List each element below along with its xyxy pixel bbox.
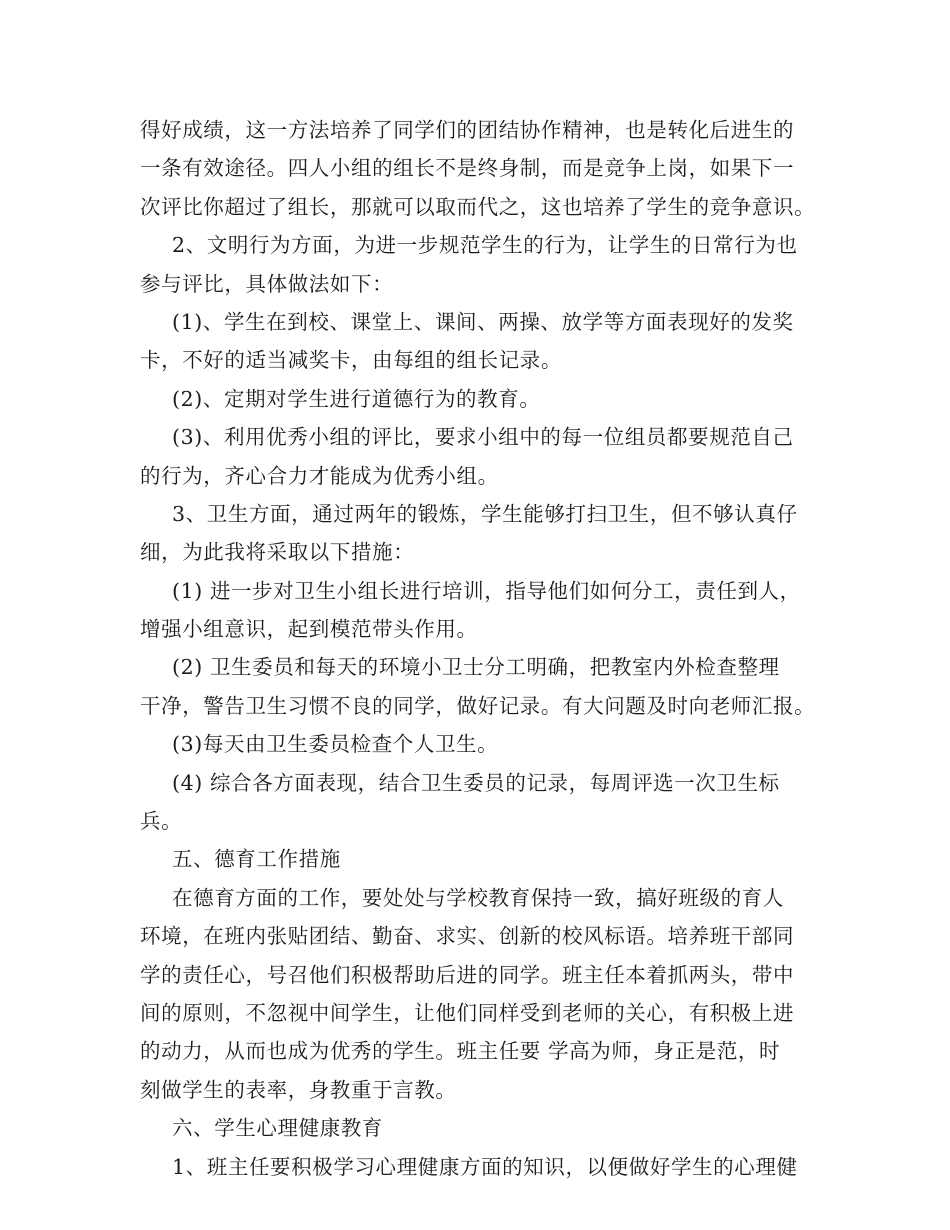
text-line: 的动力，从而也成为优秀的学生。班主任要 学高为师，身正是范，时 — [140, 1039, 781, 1064]
text-line: 3、卫生方面，通过两年的锻炼，学生能够打扫卫生，但不够认真仔 — [172, 501, 798, 526]
text-line: 得好成绩，这一方法培养了同学们的团结协作精神，也是转化后进生的 — [140, 118, 795, 142]
text-line: 干净，警告卫生习惯不良的同学，做好记录。有大问题及时向老师汇报。 — [140, 693, 816, 718]
text-line: 间的原则，不忽视中间学生，让他们同样受到老师的关心，有积极上进 — [140, 1000, 795, 1025]
text-line: 细，为此我将采取以下措施： — [140, 540, 415, 565]
text-line: (2) 卫生委员和每天的环境小卫士分工明确，把教室内外检查整理 — [172, 655, 780, 680]
text-line: 的行为，齐心合力才能成为优秀小组。 — [140, 463, 499, 488]
document-body — [140, 111, 830, 1186]
text-line: 环境，在班内张贴团结、勤奋、求实、创新的校风标语。培养班干部同 — [140, 924, 795, 949]
text-line: (3)、利用优秀小组的评比，要求小组中的每一位组员都要规范自己 — [172, 425, 794, 450]
text-line: (2)、定期对学生进行道德行为的教育。 — [172, 386, 541, 411]
text-line: 兵。 — [140, 809, 183, 834]
text-line: 刻做学生的表率，身教重于言教。 — [140, 1077, 457, 1102]
text-line: 在德育方面的工作，要处处与学校教育保持一致，搞好班级的育人 — [172, 885, 784, 910]
text-line: 2、文明行为方面，为进一步规范学生的行为，让学生的日常行为也 — [172, 233, 798, 258]
text-line: 一条有效途径。四人小组的组长不是终身制，而是竞争上岗，如果下一 — [140, 156, 795, 181]
text-line: 卡，不好的适当减奖卡，由每组的组长记录。 — [140, 348, 562, 373]
text-line: (4) 综合各方面表现，结合卫生委员的记录，每周评选一次卫生标 — [172, 770, 780, 795]
text-line: 1、班主任要积极学习心理健康方面的知识，以便做好学生的心理健 — [172, 1154, 798, 1179]
text-line: 五、德育工作措施 — [172, 847, 341, 872]
text-line: (1)、学生在到校、课堂上、课间、两操、放学等方面表现好的发奖 — [172, 309, 794, 334]
text-line: 增强小组意识，起到模范带头作用。 — [140, 617, 478, 642]
text-line: 次评比你超过了组长，那就可以取而代之，这也培养了学生的竞争意识。 — [140, 194, 816, 219]
text-line: 参与评比，具体做法如下： — [140, 271, 394, 296]
text-line: 六、学生心理健康教育 — [172, 1116, 383, 1141]
text-line: (1) 进一步对卫生小组长进行培训，指导他们如何分工，责任到人， — [172, 578, 801, 603]
text-line: 学的责任心，号召他们积极帮助后进的同学。班主任本着抓两头，带中 — [140, 962, 795, 987]
text-line: (3)每天由卫生委员检查个人卫生。 — [172, 732, 499, 757]
